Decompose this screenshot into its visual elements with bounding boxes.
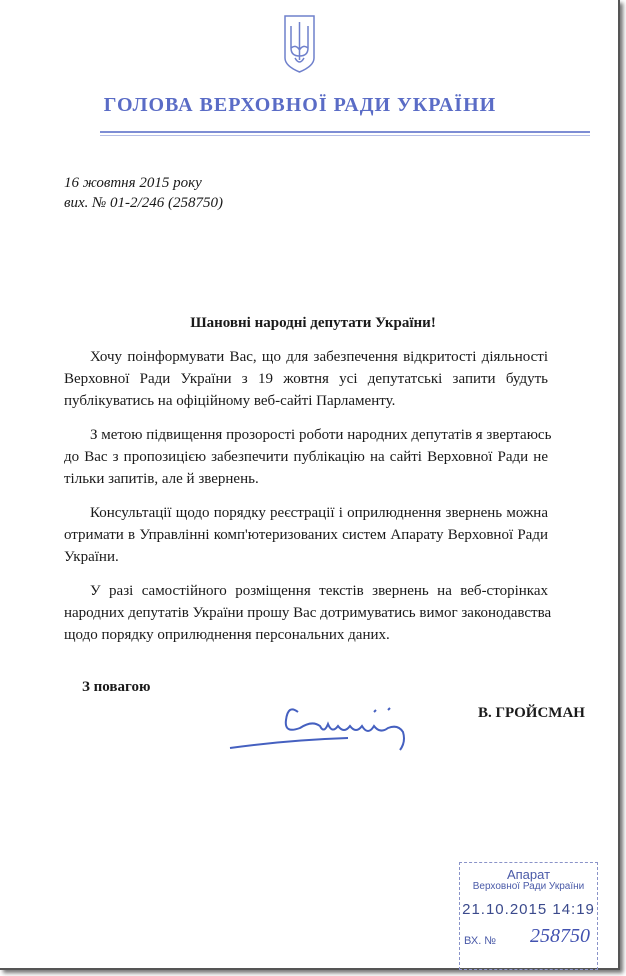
- text-line: України.: [64, 549, 119, 565]
- text-line: до Вас з пропозицією забезпечити публікацію на сайті Верховної Ради не: [64, 449, 548, 465]
- text-line: тільки запитів, але й звернень.: [64, 471, 259, 487]
- stamp-line-1: Апарат: [506, 867, 551, 882]
- text-line: Консультації щодо порядку реєстрації і оприлюднення звернень можна: [90, 505, 548, 521]
- text-line: З метою підвищення прозорості роботи народних депутатів я звертаюсь: [90, 427, 552, 443]
- signer-name: В. ГРОЙСМАН: [478, 705, 585, 721]
- stamp-in-number: 258750: [530, 925, 590, 947]
- text-line: У разі самостійного розміщення текстів звернень на веб-сторінках: [90, 583, 548, 599]
- letterhead-title: ГОЛОВА ВЕРХОВНОЇ РАДИ УКРАЇНИ: [103, 94, 497, 116]
- letterhead-rule: [100, 131, 590, 133]
- registration-stamp: [459, 862, 598, 970]
- text-line: народних депутатів України прошу Вас дотримуватись вимог законодавства: [64, 605, 552, 621]
- text-line: Хочу поінформувати Вас, що для забезпечення відкритості діяльності: [90, 349, 548, 365]
- stamp-datetime: 21.10.2015 14:19: [462, 901, 595, 918]
- letter-date: 16 жовтня 2015 року: [64, 175, 202, 191]
- text-line: отримати в Управлінні комп'ютеризованих систем Апарату Верховної Ради: [64, 527, 548, 543]
- closing: З повагою: [82, 679, 151, 695]
- handwritten-signature: [228, 698, 428, 754]
- greeting: Шановні народні депутати України!: [190, 315, 436, 331]
- letterhead-rule-thin: [100, 135, 590, 136]
- letter-reference: вих. № 01-2/246 (258750): [64, 195, 223, 211]
- text-line: щодо порядку оприлюднення персональних даних.: [64, 627, 390, 643]
- coat-of-arms-icon: [283, 14, 316, 74]
- stamp-in-label: ВХ. №: [464, 935, 497, 947]
- text-line: публікуватись на офіційному веб-сайті Парламенту.: [64, 393, 396, 409]
- stamp-line-2: Верховної Ради України: [472, 881, 585, 892]
- text-line: Верховної Ради України з 19 жовтня усі депутатські запити будуть: [64, 371, 548, 387]
